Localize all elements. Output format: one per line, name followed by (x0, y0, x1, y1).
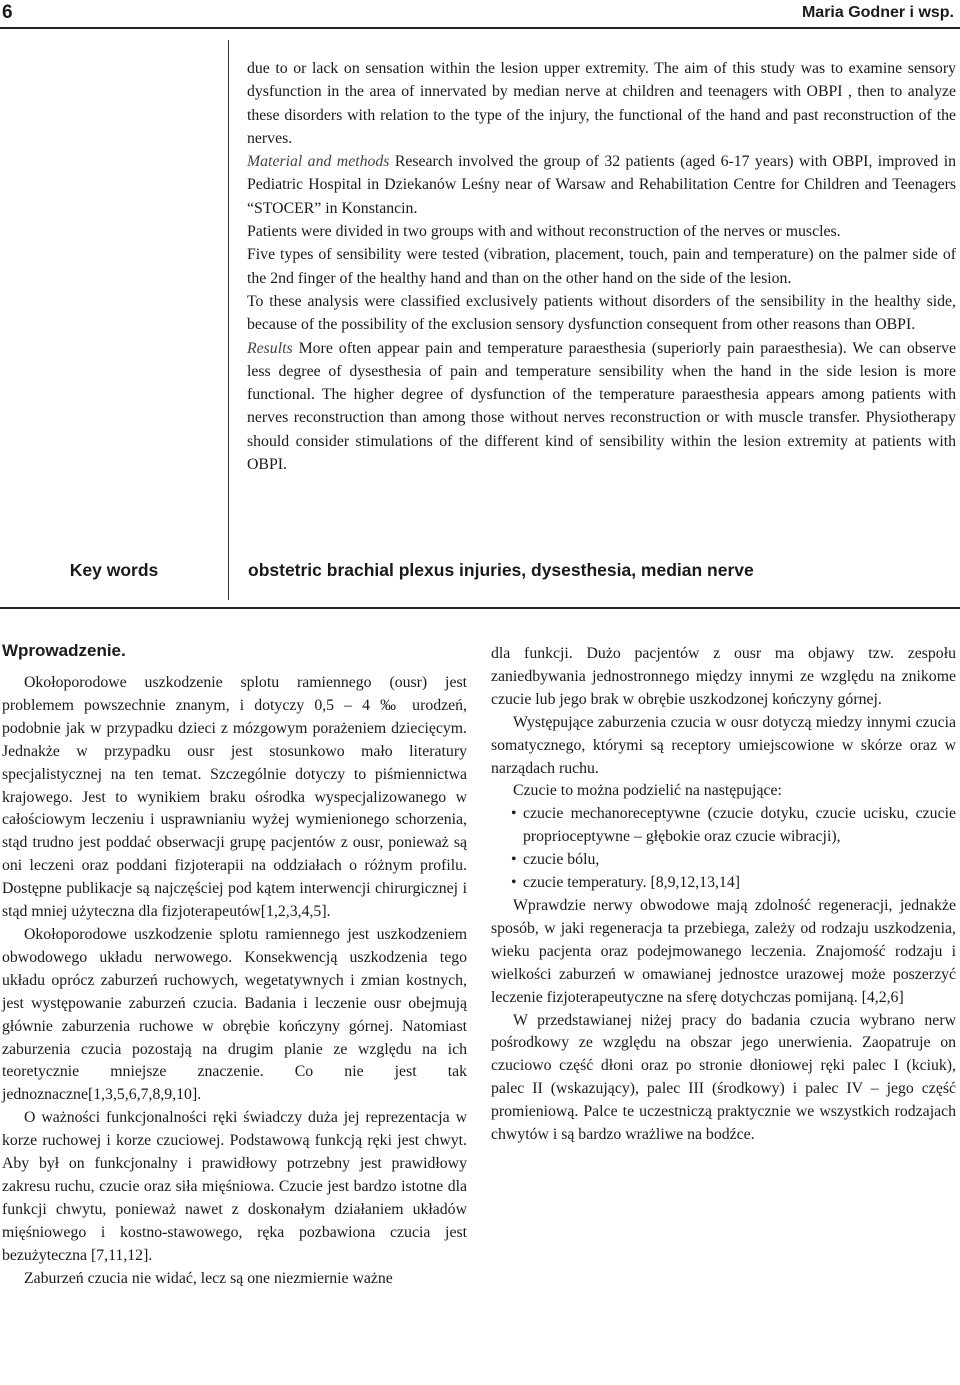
page-number: 6 (2, 2, 13, 23)
body-paragraph: Czucie to można podzielić na następujące: (513, 782, 782, 800)
keywords-label: Key words (69, 560, 159, 580)
results-label: Results (247, 339, 293, 357)
header-rule (0, 27, 960, 29)
abstract-paragraph: To these analysis were classified exclusively patients without disorders of the sensibility in the healthy side, because of the possibility of the exclusion sensory dysfunction consequent from other reasons than OBPI. (247, 292, 956, 334)
list-item: • czucie mechanoreceptywne (czucie dotyku, czucie ucisku, czucie proprioceptywne – głębokie oraz czucie wibracji), (511, 803, 956, 849)
body-paragraph: O ważności funkcjonalności ręki świadczy duża jej reprezentacja w korze ruchowej i korze czuciowej. Podstawową funkcją ręki jest chwyt. Aby był on funkcjonalny i prawidłowy potrzebny jest prawidłowy zakresu ruchu, czucie oraz siła mięśniowa. Czucie jest bardzo istotne dla funkcji chwytu, ponieważ nawet z doskonałym działaniem układów mięśniowego i kostno-stawowego, ręka pozbawiona czucia jest bezużyteczna [7,11,12]. (2, 1109, 467, 1264)
abstract-methods (247, 150, 956, 220)
abstract-results (247, 337, 956, 477)
results-text: More often appear pain and temperature paraesthesia (superiorly pain paraesthesia). We can observe less degree of dysesthesia of pain and temperature sensibility when the hand in the side lesion is more functional. The higher degree of dysfunction of the temperature paraesthesia appears among patients with nerves reconstruction than among those without nerves reconstruction or with muscle transfer. Physiotherapy should consider stimulations of the different kind of sensibility within the lesion extremity at patients with OBPI. (247, 339, 956, 474)
section-rule (0, 607, 960, 609)
body-paragraph: Okołoporodowe uszkodzenie splotu ramiennego (ousr) jest problemem powszechnie znanym, i dotyczy 0,5 – 4 ‰ urodzeń, podobnie jak w przypadku dzieci z mózgowym porażeniem dziecięcym. Jednakże w przypadku ousr jest stosunkowo mało literatury specjalistycznej na ten temat. Szczególnie dotyczy to piśmiennictwa krajowego. Jest to wynikiem braku ośrodka wyspecjalizowanego w całościowym leczeniu i usprawnianiu wyżej wymienionego schorzenia, stąd trudno jest poddać obserwacji grupę pacjentów z ousr, ponieważ są oni leczeni oraz poddani fizjoterapii na oddziałach o różnym profilu. Dostępne publikacje są najczęściej pod kątem interwencji chirurgicznej i stąd mniej użyteczna dla fizjoterapeutów[1,2,3,4,5]. (2, 674, 467, 921)
abstract-intro: due to or lack on sensation within the lesion upper extremity. The aim of this study was to examine sensory dysfunction in the area of innervated by median nerve at children and teenagers with OBPI , then to analyze these disorders with relation to the type of the injury, the functional of the hand and past reconstruction of the nerves. (247, 60, 956, 147)
body-paragraph: Występujące zaburzenia czucia w ousr dotyczą miedzy innymi czucia somatycznego, którymi są receptory umiejscowione w skórze oraz w narządach ruchu. (491, 713, 956, 777)
methods-text: Research involved the group of 32 patients (aged 6-17 years) with OBPI, improved in Pediatric Hospital in Dziekanów Leśny near of Warsaw and Rehabilitation Centre for Children and Teenagers “STOCER” in Konstancin. (247, 153, 956, 217)
section-heading: Wprowadzenie. (2, 641, 126, 660)
abstract-paragraph: Patients were divided in two groups with and without reconstruction of the nerves or muscles. (247, 223, 841, 241)
body-paragraph: Wprawdzie nerwy obwodowe mają zdolność regeneracji, jednakże sposób, w jaki regeneracja ta przebiega, zależy od rodzaju uszkodzenia, wieku pacjenta oraz podejmowanego leczenia. Znajomość rodzaju i wielkości zaburzeń w omawianej jednostce urazowej może poszerzyć leczenie fizjoterapeutyczne na sferę dotychczas pomijaną. [4,2,6] (491, 896, 956, 1006)
body-paragraph: Zaburzeń czucia nie widać, lecz są one niezmiernie ważne (24, 1269, 393, 1287)
body-paragraph: Okołoporodowe uszkodzenie splotu ramiennego jest uszkodzeniem obwodowego układu nerwowego. Konsekwencją uszkodzenia tego układu oprócz zaburzeń ruchowych, wegetatywnych i zmian kostnych, jest występowanie zaburzeń czucia. Badania i leczenie ousr obejmują głównie zaburzenia ruchowe w obrębie kończyny górnej. Natomiast zaburzenia czucia pozostają na drugim planie ze względu na ich teoretycznie mniejsze znaczenie. Co nie jest tak jednoznaczne[1,3,5,6,7,8,9,10]. (2, 925, 467, 1104)
right-column (491, 643, 956, 1147)
page-header (0, 0, 960, 40)
body-paragraph: dla funkcji. Dużo pacjentów z ousr ma objawy tzw. zespołu zaniedbywania jednostronnego między innymi ze względu na znikome czucie lub jego brak w obrębie uszkodzonej kończyny górnej. (491, 645, 956, 708)
list-item: • czucie temperatury. [8,9,12,13,14] (511, 872, 956, 895)
abstract (247, 57, 956, 476)
keywords-text: obstetric brachial plexus injuries, dysesthesia, median nerve (248, 560, 754, 580)
sensation-list (491, 803, 956, 895)
running-head: Maria Godner i wsp. (801, 4, 954, 21)
methods-label: Material and methods (247, 153, 390, 171)
left-column (2, 672, 467, 1290)
list-item: • czucie bólu, (511, 849, 956, 872)
abstract-divider (228, 40, 229, 600)
body-paragraph: W przedstawianej niżej pracy do badania czucia wybrano nerw pośrodkowy ze względu na obszar jego unerwienia. Zaopatruje on czuciowo część dłoni oraz po stronie dłoniowej ręki palec I (kciuk), palec II (wskazujący), palec III (środkowy) i palec IV – jego część promieniową. Palce te uczestniczą praktycznie we wszystkich rodzajach chwytów i są bardzo wrażliwe na bodźce. (491, 1011, 956, 1144)
abstract-paragraph: Five types of sensibility were tested (vibration, placement, touch, pain and temperature) on the palmer side of the 2nd finger of the healthy hand and than on the other hand on the side of the lesion. (247, 246, 956, 287)
